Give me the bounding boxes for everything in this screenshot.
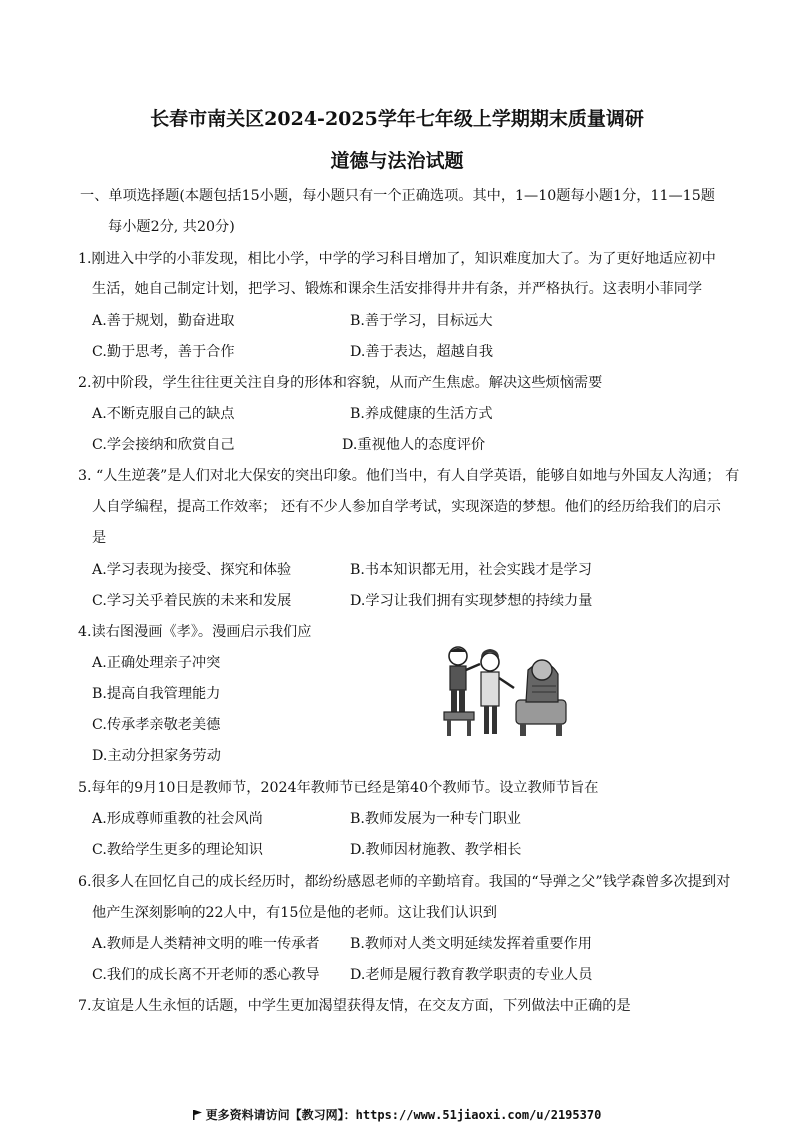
question-3-stem: 3. “人生逆袭”是人们对北大保安的突出印象。他们当中，有人自学英语，能够自如地与外国友人沟通； 有: [78, 468, 740, 484]
question-4-option-b: B.提高自我管理能力: [92, 686, 221, 702]
question-2-option-c: C.学会接纳和欣赏自己: [92, 437, 235, 453]
question-6-option-a: A.教师是人类精神文明的唯一传承者: [92, 936, 320, 952]
section-heading-cont: 每小题2分, 共20分): [108, 219, 235, 235]
question-2-option-d: D.重视他人的态度评价: [342, 437, 486, 453]
exam-subtitle: 道德与法治试题: [330, 150, 464, 172]
question-2-stem: 2.初中阶段，学生往往更关注自身的形体和容貌，从而产生焦虑。解决这些烦恼需要: [78, 375, 603, 391]
question-4-stem: 4.读右图漫画《孝》。漫画启示我们应: [78, 624, 312, 640]
question-1-stem: 1.刚进入中学的小菲发现，相比小学，中学的学习科目增加了，知识难度加大了。为了更好地适应初中: [78, 251, 716, 267]
question-3-option-b: B.书本知识都无用，社会实践才是学习: [350, 562, 592, 578]
question-6-option-c: C.我们的成长离不开老师的悉心教导: [92, 967, 320, 983]
question-3-stem-cont: 人自学编程，提高工作效率； 还有不少人参加自学考试，实现深造的梦想。他们的经历给我们的启示: [92, 499, 721, 515]
question-2-option-b: B.养成健康的生活方式: [350, 406, 493, 422]
question-5-option-c: C.教给学生更多的理论知识: [92, 842, 263, 858]
question-1-stem-cont: 生活，她自己制定计划，把学习、锻炼和课余生活安排得井井有条，并严格执行。这表明小菲同学: [92, 281, 703, 297]
question-6-option-d: D.老师是履行教育教学职责的专业人员: [350, 967, 593, 983]
question-3-option-a: A.学习表现为接受、探究和体验: [92, 562, 292, 578]
question-3-option-c: C.学习关乎着民族的未来和发展: [92, 593, 292, 609]
filial-piety-cartoon: [436, 640, 576, 740]
question-6-option-b: B.教师对人类文明延续发挥着重要作用: [350, 936, 592, 952]
question-6-stem: 6.很多人在回忆自己的成长经历时，都纷纷感恩老师的辛勤培育。我国的“导弹之父”钱学森曾多次提到对: [78, 874, 731, 890]
footer-link[interactable]: [0, 1106, 794, 1123]
footer-text: 更多资料请访问【教习网】：https://www.51jiaoxi.com/u/2195370: [205, 1108, 602, 1122]
exam-title: 长春市南关区2024-2025学年七年级上学期期末质量调研: [150, 108, 644, 130]
question-1-option-d: D.善于表达，超越自我: [350, 344, 494, 360]
question-5-option-b: B.教师发展为一种专门职业: [350, 811, 521, 827]
question-1-option-c: C.勤于思考，善于合作: [92, 344, 235, 360]
question-5-stem: 5.每年的9月10日是教师节，2024年教师节已经是第40个教师节。设立教师节旨在: [78, 780, 599, 796]
question-2-option-a: A.不断克服自己的缺点: [92, 406, 235, 422]
question-4-option-d: D.主动分担家务劳动: [92, 748, 221, 764]
question-3-option-d: D.学习让我们拥有实现梦想的持续力量: [350, 593, 593, 609]
question-7-stem: 7.友谊是人生永恒的话题，中学生更加渴望获得友情，在交友方面，下列做法中正确的是: [78, 998, 631, 1014]
question-3-stem-end: 是: [92, 530, 107, 546]
question-5-option-a: A.形成尊师重教的社会风尚: [92, 811, 263, 827]
question-4-option-a: A.正确处理亲子冲突: [92, 655, 221, 671]
question-5-option-d: D.教师因材施教、教学相长: [350, 842, 522, 858]
question-1-option-b: B.善于学习，目标远大: [350, 313, 493, 329]
question-1-option-a: A.善于规划，勤奋进取: [92, 313, 235, 329]
question-4-option-c: C.传承孝亲敬老美德: [92, 717, 221, 733]
flag-icon: [193, 1109, 202, 1123]
question-6-stem-cont: 他产生深刻影响的22人中，有15位是他的老师。这让我们认识到: [92, 905, 497, 921]
section-heading: 一、单项选择题(本题包括15小题，每小题只有一个正确选项。其中，1—10题每小题1分，11—15题: [80, 188, 715, 204]
